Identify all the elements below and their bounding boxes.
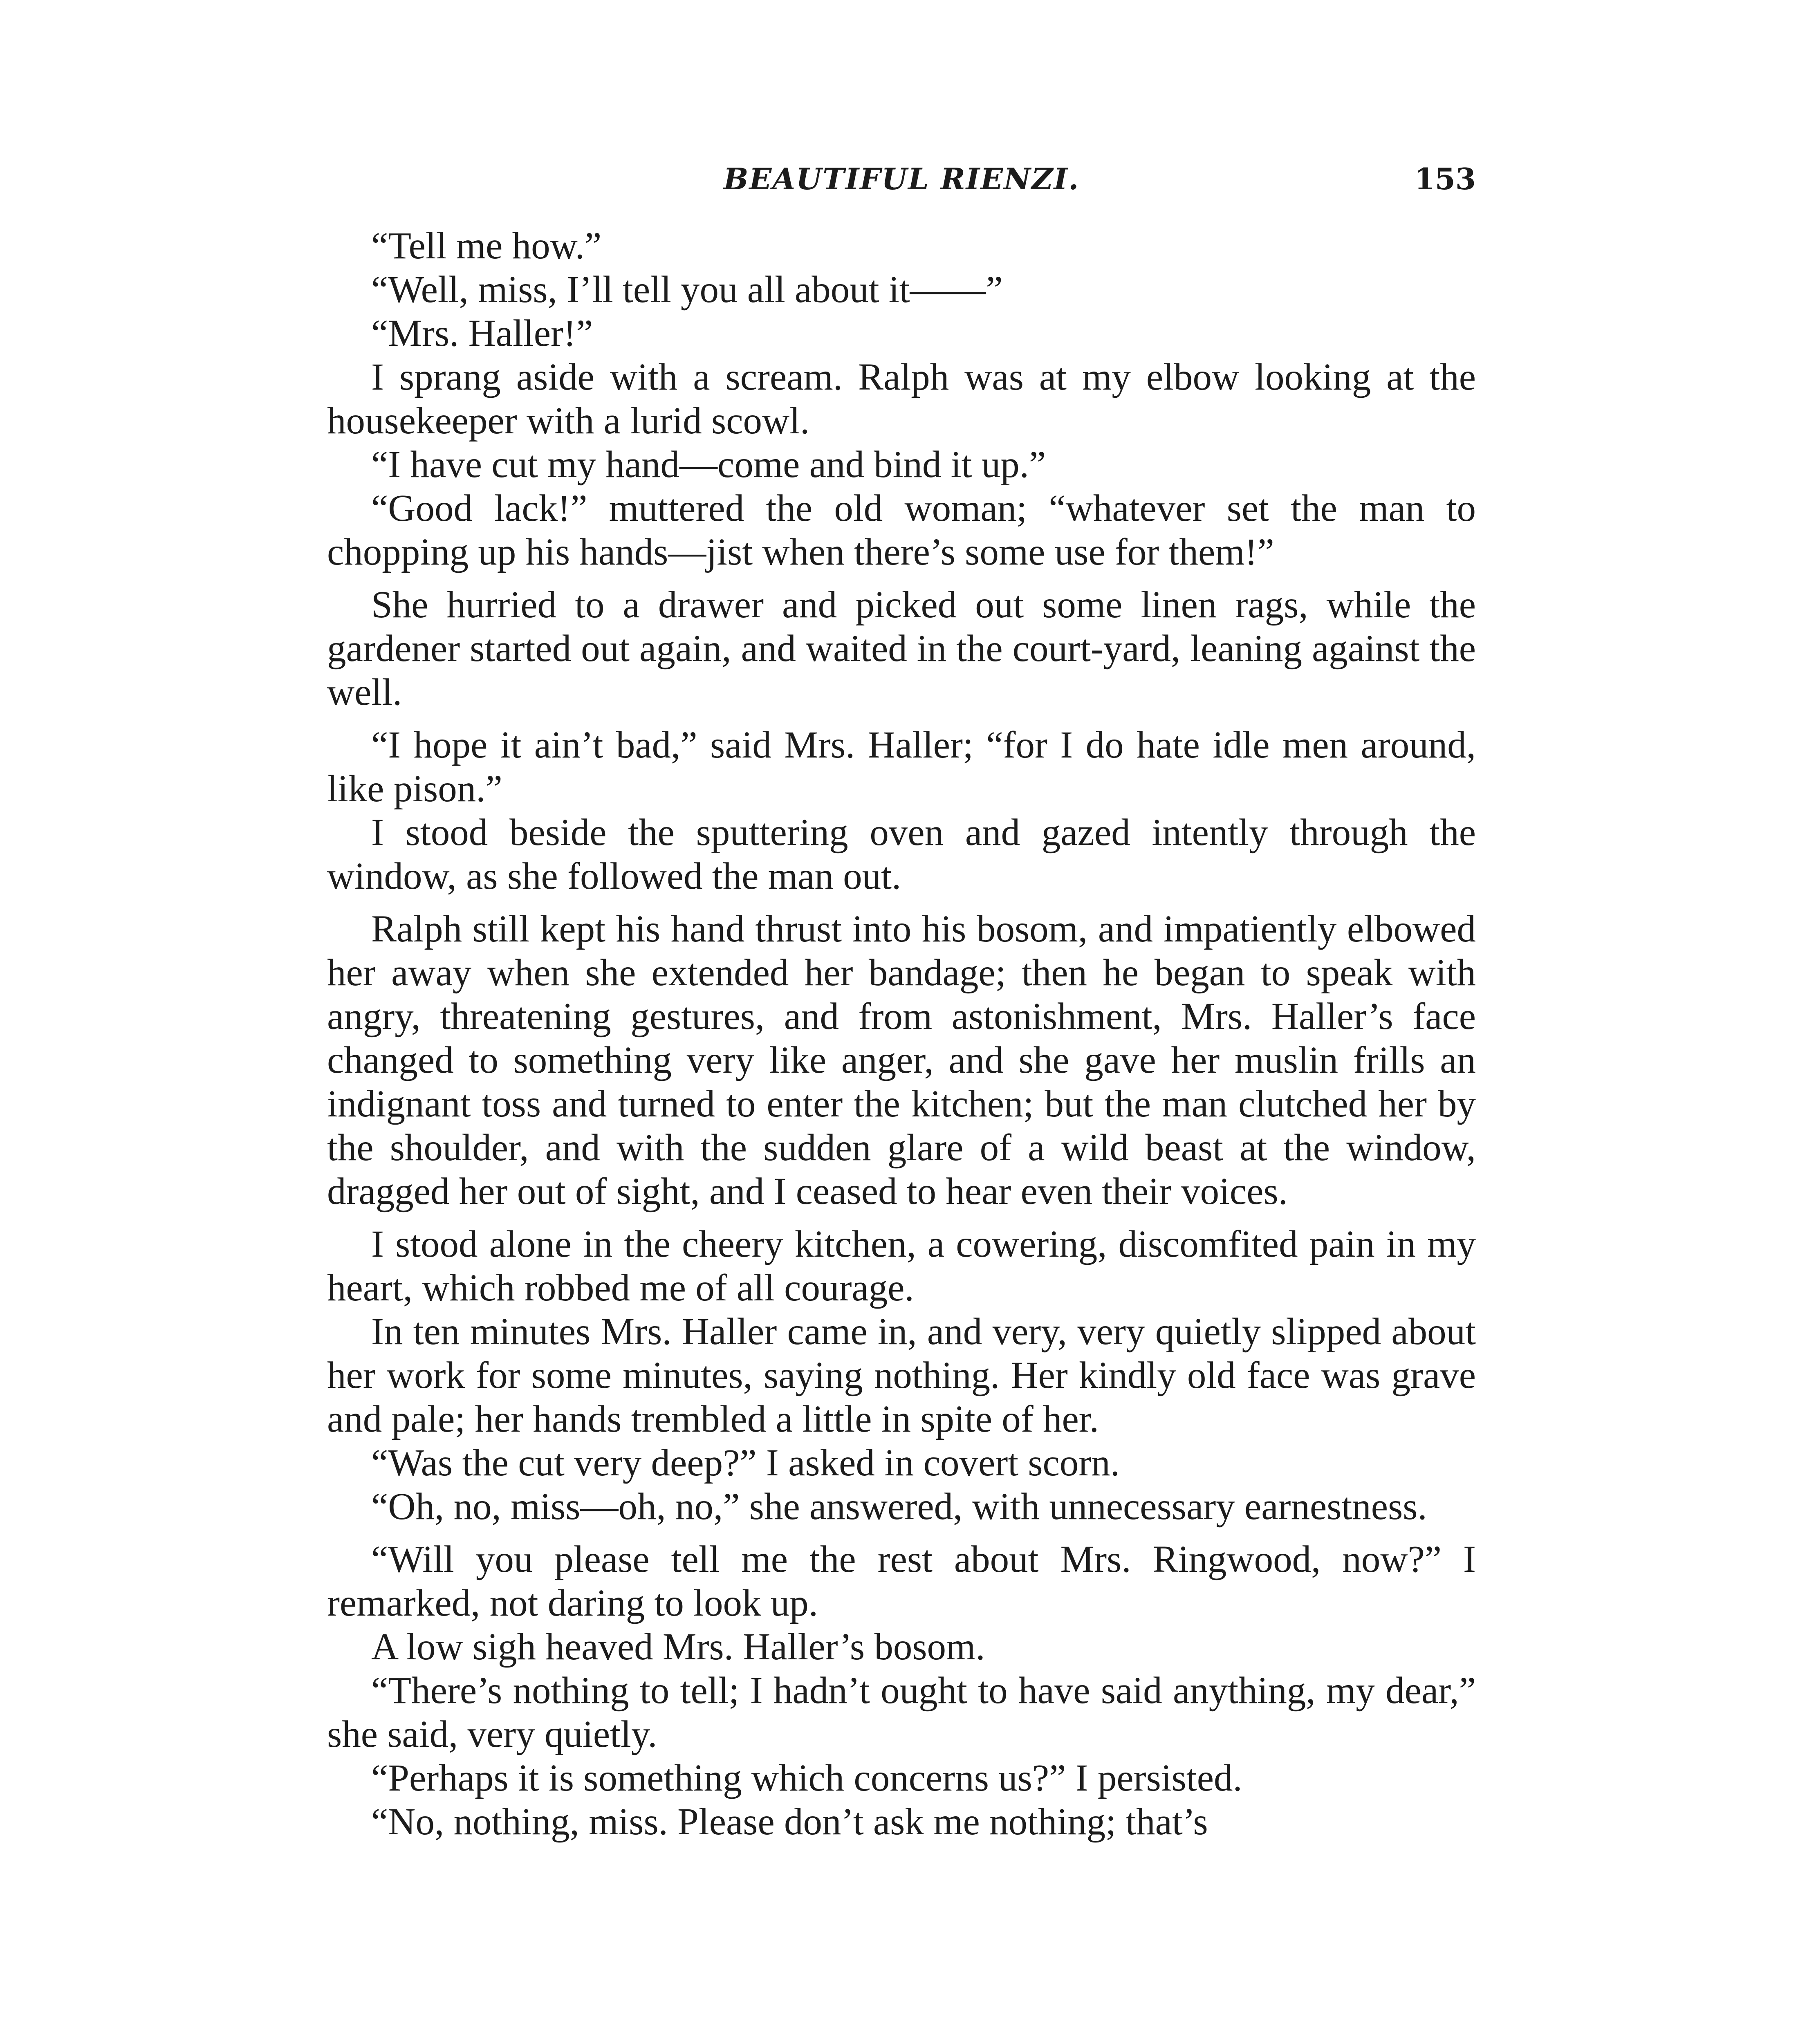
paragraph: I stood alone in the cheery kitchen, a cowering, discomfited pain in my heart, which robbed me of all courage. bbox=[327, 1223, 1476, 1309]
paragraph: Ralph still kept his hand thrust into his bosom, and impatiently elbowed her away when she extended her bandage; then he began to speak with angry, threatening gestures, and from astonishment, Mrs. Haller’s face changed to something very like anger, and she gave her muslin frills an indignant toss and turned to enter the kitchen; but the man clutched her by the shoulder, and with the sudden glare of a wild beast at the window, dragged her out of sight, and I ceased to hear even their voices. bbox=[327, 908, 1476, 1213]
paragraph: “I hope it ain’t bad,” said Mrs. Haller; “for I do hate idle men around, like pison.” bbox=[327, 724, 1476, 810]
running-head bbox=[327, 161, 1476, 215]
paragraph: “Good lack!” muttered the old woman; “whatever set the man to chopping up his hands—jist when there’s some use for them!” bbox=[327, 487, 1476, 573]
paragraph: In ten minutes Mrs. Haller came in, and very, very quietly slipped about her work for some minutes, saying nothing. Her kindly old face was grave and pale; her hands trembled a little in spite of her. bbox=[327, 1311, 1476, 1440]
paragraph: “Was the cut very deep?” I asked in covert scorn. bbox=[371, 1442, 1120, 1484]
paragraph: I stood beside the sputtering oven and gazed intently through the window, as she followed the man out. bbox=[327, 811, 1476, 897]
paragraph: “Perhaps it is something which concerns us?” I persisted. bbox=[371, 1757, 1242, 1799]
paragraph: “Oh, no, miss—oh, no,” she answered, with unnecessary earnestness. bbox=[371, 1486, 1427, 1528]
running-title: BEAUTIFUL RIENZI. bbox=[723, 161, 1080, 196]
paragraph: “Tell me how.” bbox=[371, 225, 602, 267]
paragraph: I sprang aside with a scream. Ralph was at my elbow looking at the housekeeper with a lurid scowl. bbox=[327, 356, 1476, 442]
page-number: 153 bbox=[1414, 161, 1476, 196]
paragraph: “I have cut my hand—come and bind it up.” bbox=[371, 444, 1046, 486]
paragraph: “Mrs. Haller!” bbox=[371, 312, 593, 354]
paragraph: “No, nothing, miss. Please don’t ask me nothing; that’s bbox=[371, 1801, 1208, 1843]
paragraph: “There’s nothing to tell; I hadn’t ought to have said anything, my dear,” she said, very quietly. bbox=[327, 1670, 1476, 1755]
paragraph: A low sigh heaved Mrs. Haller’s bosom. bbox=[371, 1626, 985, 1668]
paragraph: “Will you please tell me the rest about Mrs. Ringwood, now?” I remarked, not daring to look up. bbox=[327, 1538, 1476, 1624]
body-text bbox=[327, 224, 1476, 1844]
paragraph: “Well, miss, I’ll tell you all about it——” bbox=[371, 269, 1003, 311]
paragraph: She hurried to a drawer and picked out some linen rags, while the gardener started out again, and waited in the court-yard, leaning against the well. bbox=[327, 584, 1476, 713]
